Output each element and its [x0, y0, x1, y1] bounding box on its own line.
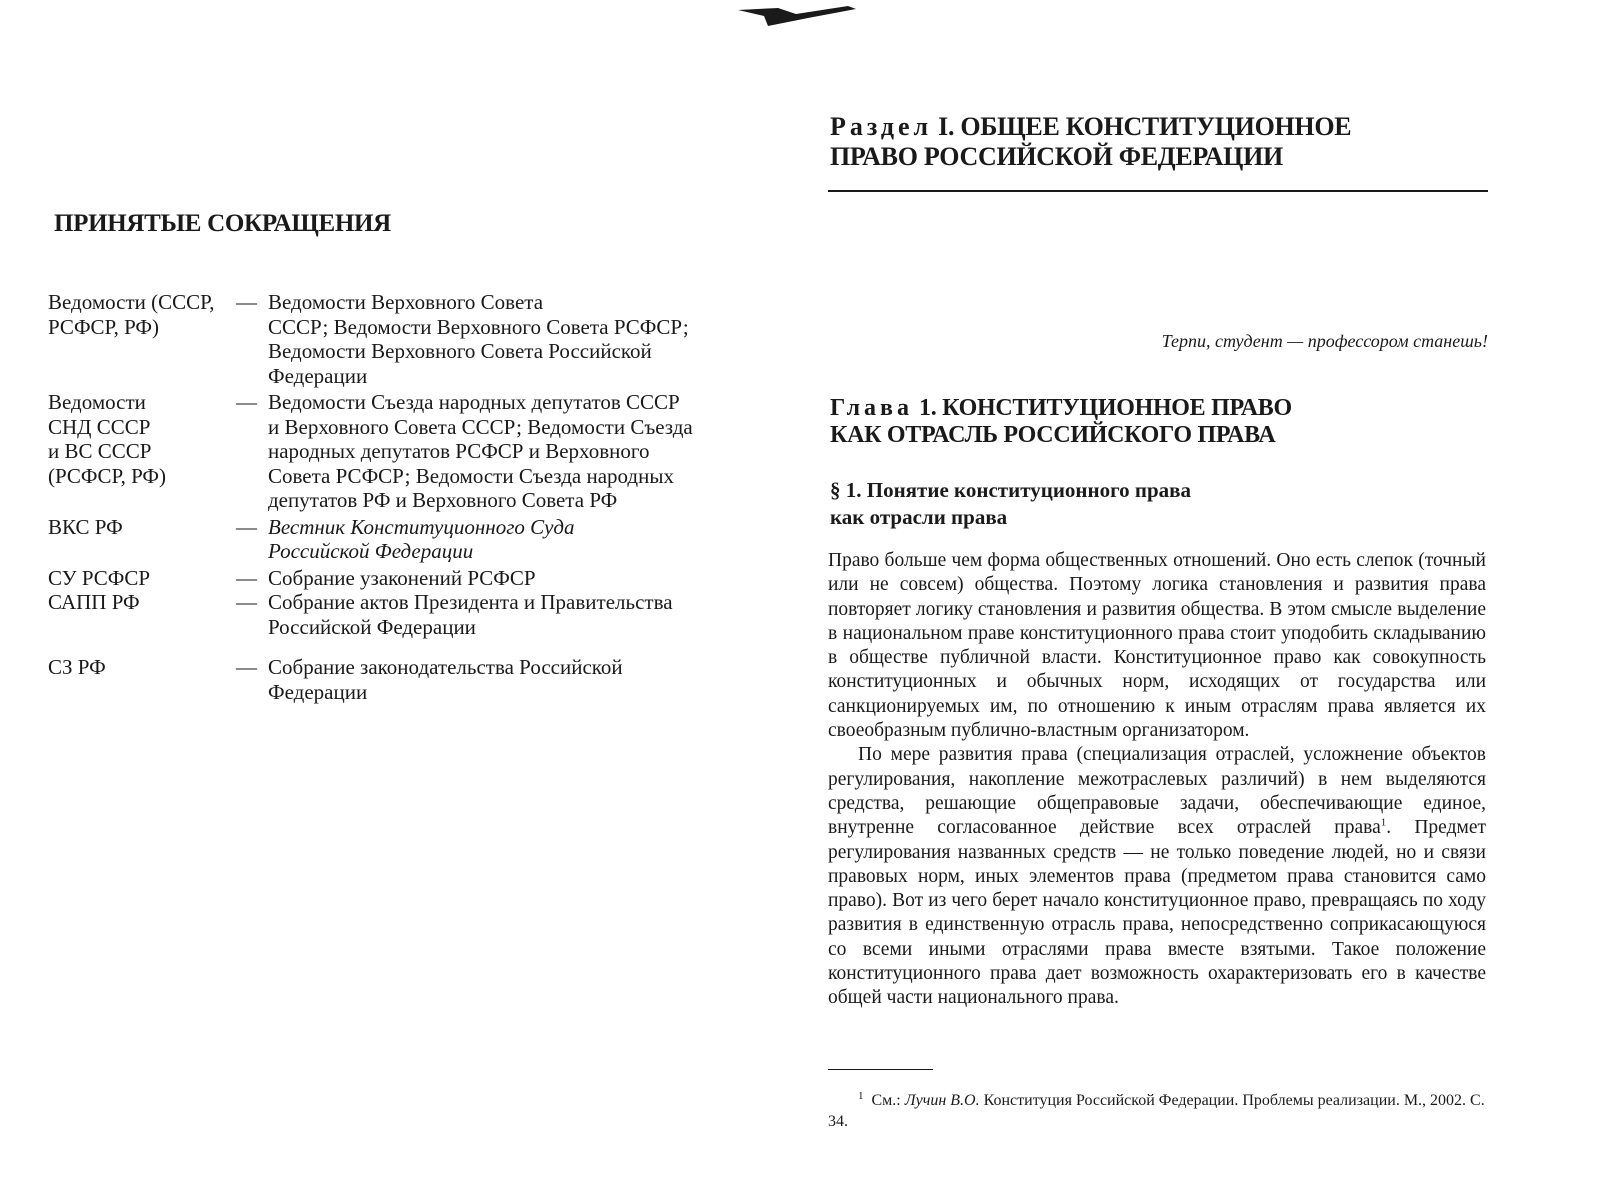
chapter-heading [830, 395, 1292, 449]
abbreviation-definition: Собрание узаконений РСФСР [268, 565, 536, 590]
body-paragraph-2-part-b: . Предмет регулирования названных средств — не только поведение людей, но и связи правовых норм, иных элементов права (предметом права становится само право). Вот из чего берет начало конституционное право, превращаясь по ходу развития в единственную отрасль права, непосредственно соприкасающуюся со всеми иными отраслями права вместе взятыми. Такое положение конституционного права дает возможность охарактеризовать его в качестве общей части национального права. [828, 817, 1487, 1009]
section-title-line2: ПРАВО РОССИЙСКОЙ ФЕДЕРАЦИИ [830, 142, 1283, 171]
abbreviation-term: Ведомости (СССР, РСФСР, РФ) [48, 290, 215, 339]
abbreviation-row [48, 515, 748, 564]
chapter-label: Глава [830, 395, 913, 421]
section-title-line1: I. ОБЩЕЕ КОНСТИТУЦИОННОЕ [938, 112, 1352, 141]
abbreviation-definition: Ведомости Съезда народных депутатов СССР и Верховного Совета СССР; Ведомости Съезда народных депутатов РСФСР и Верховного Совета РСФСР; Ведомости Съезда народных депутатов РФ и Верховного Совета РФ [268, 390, 693, 512]
right-page [800, 0, 1600, 1183]
body-paragraph-2-part-a: По мере развития права (специализация отраслей, усложнение объектов регулирования, накопление межотраслевых различий) в нем выделяются средства, решающие общеправовые задачи, обеспечивающие единое, внутренне согласованное действие всех отраслей права [828, 744, 1486, 839]
abbreviation-term: СЗ РФ [48, 655, 106, 679]
paragraph-title-line2: как отрасли права [830, 505, 1008, 529]
abbreviation-row [48, 390, 748, 513]
section-heading [830, 112, 1351, 172]
body-paragraph-2 [828, 743, 1486, 1010]
paragraph-heading [830, 477, 1191, 531]
abbreviation-row [48, 566, 748, 591]
abbreviation-dash: — [236, 655, 257, 679]
abbreviation-dash: — [236, 390, 257, 414]
footnote [828, 1090, 1486, 1132]
abbreviation-dash: — [236, 290, 257, 314]
paragraph-title-line1: § 1. Понятие конституционного права [830, 478, 1192, 502]
chapter-title-line1: 1. КОНСТИТУЦИОННОЕ ПРАВО [919, 395, 1292, 421]
chapter-title-line2: КАК ОТРАСЛЬ РОССИЙСКОГО ПРАВА [830, 422, 1276, 448]
abbreviation-term: САПП РФ [48, 590, 140, 614]
footnote-text: Конституция Российской Федерации. Проблемы реализации. М., 2002. С. 34. [828, 1092, 1485, 1130]
footnote-author: Лучин В.О. [904, 1092, 980, 1109]
abbreviation-definition: Ведомости Верховного Совета СССР; Ведомости Верховного Совета РСФСР; Ведомости Верховного Совета Российской Федерации [268, 290, 689, 388]
abbreviation-definition: Собрание актов Президента и Правительства Российской Федерации [268, 590, 673, 639]
footnote-prefix: См.: [871, 1092, 905, 1109]
abbreviation-dash: — [236, 565, 257, 590]
section-divider [828, 190, 1488, 192]
abbreviation-definition: Собрание законодательства Российской Федерации [268, 655, 623, 704]
abbreviation-term: СУ РСФСР [48, 565, 151, 590]
epigraph: Терпи, студент — профессором станешь! [1161, 331, 1488, 351]
abbreviation-row [48, 655, 748, 704]
abbreviation-term: Ведомости СНД СССР и ВС СССР (РСФСР, РФ) [48, 390, 166, 488]
footnote-divider [828, 1069, 933, 1070]
footnote-reference[interactable]: 1 [1380, 816, 1387, 829]
abbreviations-title: ПРИНЯТЫЕ СОКРАЩЕНИЯ [54, 210, 391, 237]
abbreviation-term: ВКС РФ [48, 514, 123, 539]
abbreviation-dash: — [236, 514, 257, 539]
body-paragraph-1: Право больше чем форма общественных отношений. Оно есть слепок (точный или не совсем) общества. Поэтому логика становления и развития права повторяет логику становления и развития общества. В этом смысле выделение в национальном праве конституционного права стоит уподобить складыванию в обществе публичной власти. Конституционное право как совокупность конституционных и обычных норм, исходящих от государства или санкционируемых им, по отношению к иным отраслям права является их своеобразным публично-властным организатором. [828, 550, 1486, 742]
abbreviation-row [48, 590, 748, 639]
left-page [0, 0, 790, 1183]
section-label: Раздел [830, 112, 933, 141]
abbreviation-row [48, 290, 748, 388]
abbreviations-list [48, 290, 748, 704]
abbreviation-dash: — [236, 590, 257, 614]
body-text [828, 549, 1486, 1011]
footnote-number: 1 [858, 1089, 864, 1102]
abbreviation-definition: Вестник Конституционного Суда Российской Федерации [268, 514, 575, 563]
